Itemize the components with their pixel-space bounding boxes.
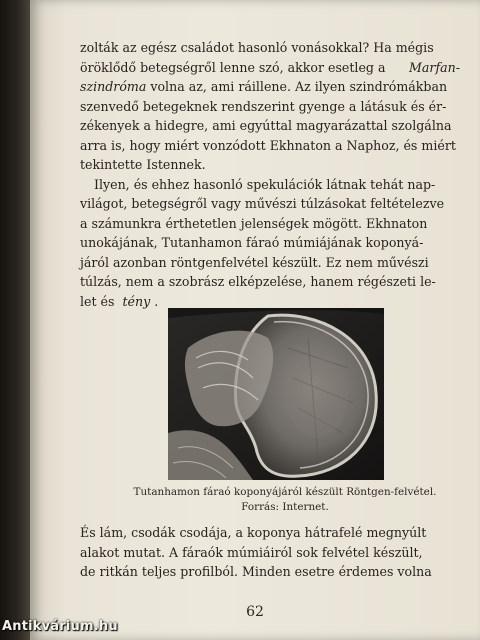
text-line: szenvedő betegeknek rendszerint gyenge a látásuk és ér- (80, 98, 447, 114)
caption-source: Forrás: Internet. (241, 501, 329, 513)
caption-line: Tutanhamon fáraó koponyájáról készült Röntgen-felvétel. (133, 486, 437, 498)
text-line: öröklődő betegségről lenne szó, akkor esetleg a Marfan- (80, 59, 460, 75)
text-line: túlzás, nem a szobrász elképzelése, hanem régészeti le- (80, 274, 436, 289)
page-number: 62 (246, 604, 264, 620)
text-line: alakot mutat. A fáraók múmiáiról sok felvétel készült, (80, 544, 423, 560)
xray-photo (168, 308, 384, 480)
text-line: világot, betegségről vagy művészi túlzásokat feltételezve (80, 196, 445, 211)
text-line: tekintette Istennek. (80, 157, 206, 172)
text-line: szindróma volna az, ami ráillene. Az ilyen szindrómákban (80, 79, 448, 94)
text-line: a számunkra érthetetlen jelenségek mögött. Ekhnaton (80, 215, 428, 231)
text-line: Ilyen, és ehhez hasonló spekulációk látnak tehát nap- (94, 176, 436, 192)
text-line: járól azonban röntgenfelvétel készült. Ez nem művészi (80, 254, 429, 270)
text-line: de ritkán teljes profilból. Minden esetre érdemes volna (80, 564, 432, 579)
text-line: zolták az egész családot hasonló vonásokkal? Ha mégis (80, 40, 434, 55)
text-line: És lám, csodák csodája, a koponya hátrafelé megnyúlt (80, 525, 427, 540)
body-text-top (80, 38, 460, 311)
text-line: unokájának, Tutanhamon fáraó múmiájának koponyá- (80, 235, 424, 250)
skull-xray-image (168, 308, 384, 480)
text-line: arra is, hogy miért vonzódott Ekhnaton a Naphoz, és miért (80, 137, 456, 153)
watermark-text: Antikvárium.hu (2, 619, 118, 634)
book-spine (0, 0, 30, 640)
book-page (30, 0, 480, 640)
text-line: let és tény . (80, 293, 159, 309)
text-line: zékenyek a hidegre, ami egyúttal magyarázattal szolgálna (80, 118, 452, 133)
figure-caption (80, 485, 480, 515)
body-text-bottom (80, 523, 460, 582)
